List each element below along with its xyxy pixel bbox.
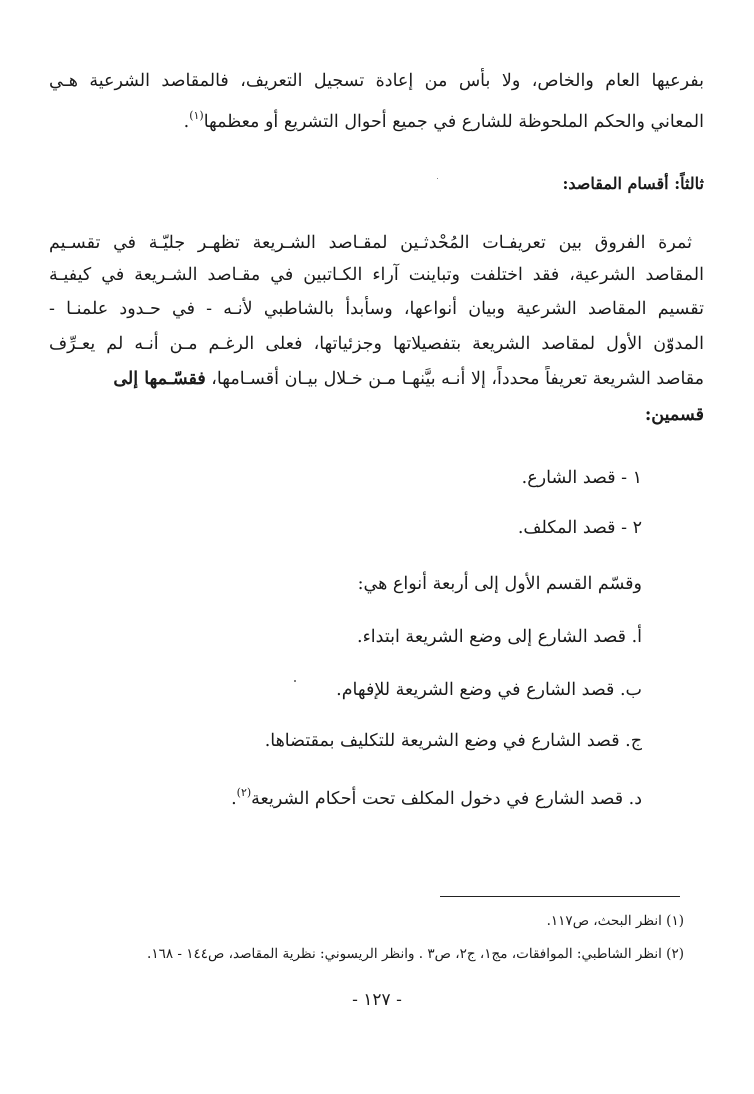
type-a: أ. قصد الشارع إلى وضع الشريعة ابتداء. — [357, 627, 642, 647]
list-item-1: ١ - قصد الشارع. — [521, 468, 642, 488]
intro-line-2-end: . — [183, 112, 190, 132]
paragraph-line-5-text: مقاصد الشريعة تعريفاً محدداً، إلا أنـه بيَّنهـا مـن خـلال بيـان أقسـامها، — [211, 369, 704, 389]
footnote-ref-1: (١) — [189, 109, 204, 122]
paragraph-line-4: المدوّن الأول لمقاصد الشريعة بتفصيلاتها وجزئياتها، فعلى الرغـم مـن أنـه لم يعـرِّف — [49, 334, 704, 354]
paragraph-line-5-bold: فقسّـمها إلى — [113, 369, 206, 389]
type-d-end: . — [231, 789, 237, 809]
section-heading: ثالثاً: أقسام المقاصد: — [562, 174, 704, 193]
page-number: - ١٢٧ - — [352, 990, 402, 1010]
type-d — [49, 780, 642, 812]
paragraph-line-3: تقسيم المقاصد الشرعية وبيان أنواعها، وسأبدأ بالشاطبي لأنـه - في حـدود علمنـا - — [49, 299, 704, 319]
intro-line-1: بفرعيها العام والخاص، ولا بأس من إعادة تسجيل التعريف، فالمقاصد الشرعية هـي — [49, 71, 704, 91]
paragraph-line-2: المقاصد الشرعية، فقد اختلفت وتباينت آراء الكـاتبين في مقـاصد الشـريعة في كيفيـة — [49, 265, 704, 285]
paragraph-line-5 — [49, 366, 704, 392]
footnote-2: (٢) انظر الشاطبي: الموافقات، مج١، ج٢، ص٣ . وانظر الريسوني: نظرية المقاصد، ص١٤٤ - ١٦٨. — [147, 946, 684, 962]
types-intro: وقسّم القسم الأول إلى أربعة أنواع هي: — [357, 574, 642, 594]
footnote-separator — [440, 896, 680, 897]
paragraph-line-1: ثمرة الفروق بين تعريفـات المُحْدثـين لمقـاصد الشـريعة تظهـر جليّـة في تقسـيم — [49, 233, 692, 253]
list-item-2: ٢ - قصد المكلف. — [517, 518, 642, 538]
type-c: ج. قصد الشارع في وضع الشريعة للتكليف بمقتضاها. — [264, 731, 642, 751]
intro-line-2 — [49, 103, 704, 135]
footnote-ref-2: (٢) — [236, 786, 252, 799]
type-b: ب. قصد الشارع في وضع الشريعة للإفهام. — [336, 680, 642, 700]
paragraph-line-6: قسمين: — [644, 405, 704, 425]
speck-mark — [294, 680, 296, 682]
speck-mark — [437, 178, 438, 179]
type-d-text: د. قصد الشارع في دخول المكلف تحت أحكام الشريعة — [251, 789, 642, 809]
footnote-1: (١) انظر البحث، ص١١٧. — [546, 913, 684, 929]
intro-line-2-text: المعاني والحكم الملحوظة للشارع في جميع أحوال التشريع أو معظمها — [203, 112, 704, 132]
